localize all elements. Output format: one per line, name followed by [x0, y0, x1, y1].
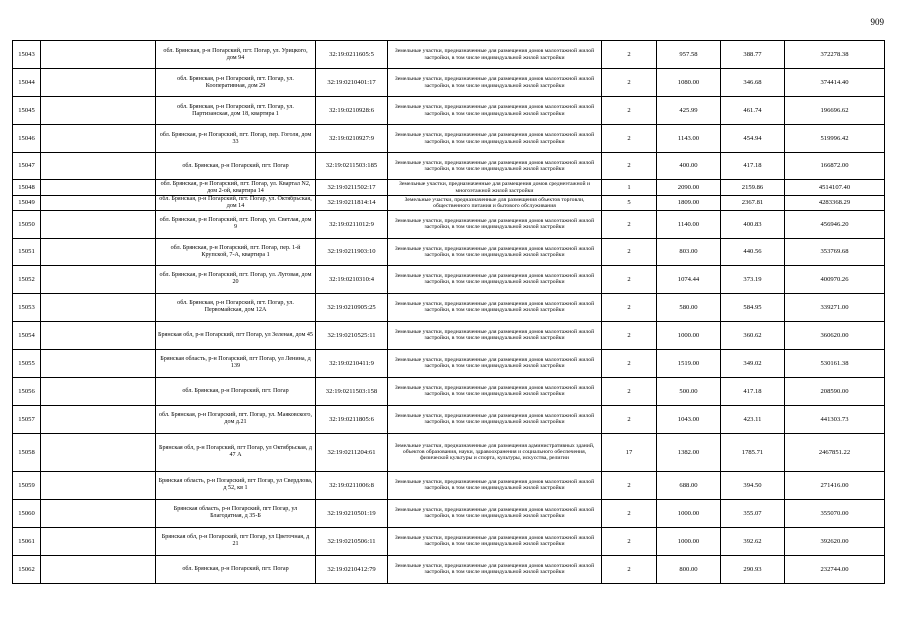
cadastral-number-cell: 32:19:0210905:25: [316, 293, 388, 321]
area-cell: 957.58: [657, 41, 721, 69]
use-code-cell: 5: [602, 196, 657, 211]
area-cell: 400.00: [657, 153, 721, 180]
cadastral-value-cell: 353769.68: [785, 238, 885, 265]
table-row: [13, 69, 885, 97]
cadastral-number-cell: 32:19:0210401:17: [316, 69, 388, 97]
land-use-cell: Земельные участки, предназначенные для размещения домов малоэтажной жилой застройки, в том числе индивидуальной жилой застройки: [388, 377, 602, 405]
area-cell: 1382.00: [657, 433, 721, 471]
use-code-cell: 2: [602, 125, 657, 153]
blank-cell: [41, 527, 156, 555]
blank-cell: [41, 69, 156, 97]
cadastral-number-cell: 32:19:0210525:11: [316, 321, 388, 349]
cadastral-value-cell: 519996.42: [785, 125, 885, 153]
cadastral-number-cell: 32:19:0210501:19: [316, 499, 388, 527]
blank-cell: [41, 180, 156, 196]
specific-value-cell: 417.18: [721, 153, 785, 180]
cadastral-value-cell: 196696.62: [785, 97, 885, 125]
use-code-cell: 2: [602, 69, 657, 97]
specific-value-cell: 346.68: [721, 69, 785, 97]
land-use-cell: Земельные участки, предназначенные для размещения домов малоэтажной жилой застройки, в том числе индивидуальной жилой застройки: [388, 293, 602, 321]
land-use-cell: Земельные участки, предназначенные для размещения домов малоэтажной жилой застройки, в том числе индивидуальной жилой застройки: [388, 527, 602, 555]
row-number: 15053: [13, 293, 41, 321]
use-code-cell: 2: [602, 265, 657, 293]
address-cell: обл. Брянская, р-н Погарский, пгт. Погар, ул. Луговая, дом 20: [156, 265, 316, 293]
use-code-cell: 2: [602, 527, 657, 555]
area-cell: 688.00: [657, 471, 721, 499]
land-use-cell: Земельные участки, предназначенные для размещения домов малоэтажной жилой застройки, в том числе индивидуальной жилой застройки: [388, 405, 602, 433]
specific-value-cell: 584.95: [721, 293, 785, 321]
blank-cell: [41, 125, 156, 153]
cadastral-number-cell: 32:19:0210411:9: [316, 349, 388, 377]
address-cell: обл. Брянская, р-н Погарский, пгт. Погар, пер. Гоголя, дом 33: [156, 125, 316, 153]
row-number: 15054: [13, 321, 41, 349]
address-cell: обл. Брянская, р-н Погарский, пгт. Погар, пер. 1-й Крупской, 7-А, квартира 1: [156, 238, 316, 265]
cadastral-value-cell: 374414.40: [785, 69, 885, 97]
table-row: [13, 210, 885, 238]
cadastral-value-cell: 2467851.22: [785, 433, 885, 471]
area-cell: 1809.00: [657, 196, 721, 211]
table-body: [13, 41, 885, 584]
cadastral-value-cell: 4514107.40: [785, 180, 885, 196]
page-number: 909: [870, 17, 884, 27]
area-cell: 1074.44: [657, 265, 721, 293]
table-row: [13, 321, 885, 349]
blank-cell: [41, 210, 156, 238]
table-row: [13, 433, 885, 471]
cadastral-number-cell: 32:19:0210412:79: [316, 555, 388, 583]
use-code-cell: 2: [602, 238, 657, 265]
table-row: [13, 471, 885, 499]
address-cell: обл. Брянская, р-н Погарский, пгт. Погар, ул. Октябрьская, дом 14: [156, 196, 316, 211]
area-cell: 800.00: [657, 555, 721, 583]
row-number: 15045: [13, 97, 41, 125]
blank-cell: [41, 499, 156, 527]
cadastral-value-cell: 456946.20: [785, 210, 885, 238]
row-number: 15052: [13, 265, 41, 293]
area-cell: 803.00: [657, 238, 721, 265]
cadastral-number-cell: 32:19:0211805:6: [316, 405, 388, 433]
use-code-cell: 2: [602, 349, 657, 377]
row-number: 15061: [13, 527, 41, 555]
cadastral-number-cell: 32:19:0211502:17: [316, 180, 388, 196]
land-use-cell: Земельные участки, предназначенные для размещения административных зданий, объектов образования, науки, здравоохранения и социального обеспечения, физической культуры и спорта, культуры, искусства, религии: [388, 433, 602, 471]
table-row: [13, 293, 885, 321]
use-code-cell: 2: [602, 97, 657, 125]
table-row: [13, 265, 885, 293]
specific-value-cell: 394.50: [721, 471, 785, 499]
cadastral-value-cell: 166872.00: [785, 153, 885, 180]
cadastral-value-cell: 400970.26: [785, 265, 885, 293]
address-cell: обл. Брянская, р-н Погарский, пгт. Погар, ул. Квартал N2, дом 2-ой, квартира 14: [156, 180, 316, 196]
row-number: 15055: [13, 349, 41, 377]
cadastral-value-table: [12, 40, 885, 584]
land-use-cell: Земельные участки, предназначенные для размещения домов малоэтажной жилой застройки, в том числе индивидуальной жилой застройки: [388, 321, 602, 349]
address-cell: обл. Брянская, р-н Погарский, пгт. Погар: [156, 555, 316, 583]
area-cell: 2090.00: [657, 180, 721, 196]
blank-cell: [41, 555, 156, 583]
area-cell: 1519.00: [657, 349, 721, 377]
blank-cell: [41, 293, 156, 321]
cadastral-value-cell: 441303.73: [785, 405, 885, 433]
blank-cell: [41, 377, 156, 405]
cadastral-value-cell: 392620.00: [785, 527, 885, 555]
area-cell: 1000.00: [657, 321, 721, 349]
row-number: 15048: [13, 180, 41, 196]
blank-cell: [41, 405, 156, 433]
cadastral-value-cell: 271416.00: [785, 471, 885, 499]
address-cell: обл. Брянская, р-н Погарский, пгт. Погар: [156, 153, 316, 180]
table-row: [13, 180, 885, 196]
use-code-cell: 2: [602, 405, 657, 433]
blank-cell: [41, 196, 156, 211]
cadastral-number-cell: 32:19:0211814:14: [316, 196, 388, 211]
use-code-cell: 2: [602, 210, 657, 238]
specific-value-cell: 392.62: [721, 527, 785, 555]
table-row: [13, 97, 885, 125]
specific-value-cell: 461.74: [721, 97, 785, 125]
area-cell: 1080.00: [657, 69, 721, 97]
table-row: [13, 405, 885, 433]
area-cell: 580.00: [657, 293, 721, 321]
row-number: 15058: [13, 433, 41, 471]
blank-cell: [41, 471, 156, 499]
table-row: [13, 377, 885, 405]
row-number: 15046: [13, 125, 41, 153]
area-cell: 500.00: [657, 377, 721, 405]
land-use-cell: Земельные участки, предназначенные для размещения домов малоэтажной жилой застройки, в том числе индивидуальной жилой застройки: [388, 41, 602, 69]
cadastral-number-cell: 32:19:0211503:158: [316, 377, 388, 405]
land-use-cell: Земельные участки, предназначенные для размещения домов малоэтажной жилой застройки, в том числе индивидуальной жилой застройки: [388, 97, 602, 125]
use-code-cell: 2: [602, 471, 657, 499]
address-cell: Брянская область, р-н Погарский, пгт Погар, ул Ленина, д 139: [156, 349, 316, 377]
row-number: 15047: [13, 153, 41, 180]
table-row: [13, 41, 885, 69]
address-cell: Брянская обл, р-н Погарский, пгт Погар, ул Цветочная, д 21: [156, 527, 316, 555]
cadastral-value-cell: 355070.00: [785, 499, 885, 527]
specific-value-cell: 454.94: [721, 125, 785, 153]
blank-cell: [41, 153, 156, 180]
use-code-cell: 2: [602, 377, 657, 405]
blank-cell: [41, 265, 156, 293]
land-use-cell: Земельные участки, предназначенные для размещения домов малоэтажной жилой застройки, в том числе индивидуальной жилой застройки: [388, 349, 602, 377]
area-cell: 1000.00: [657, 527, 721, 555]
cadastral-number-cell: 32:19:0210506:11: [316, 527, 388, 555]
cadastral-number-cell: 32:19:0211012:9: [316, 210, 388, 238]
table-row: [13, 153, 885, 180]
cadastral-value-cell: 339271.00: [785, 293, 885, 321]
row-number: 15056: [13, 377, 41, 405]
land-use-cell: Земельные участки, предназначенные для размещения домов малоэтажной жилой застройки, в том числе индивидуальной жилой застройки: [388, 555, 602, 583]
blank-cell: [41, 349, 156, 377]
table-row: [13, 499, 885, 527]
specific-value-cell: 373.19: [721, 265, 785, 293]
address-cell: Брянская область, р-н Погарский, пгт Погар, ул Свердлова, д 52, кв 1: [156, 471, 316, 499]
specific-value-cell: 355.07: [721, 499, 785, 527]
cadastral-number-cell: 32:19:0210927:9: [316, 125, 388, 153]
specific-value-cell: 2159.86: [721, 180, 785, 196]
area-cell: 425.99: [657, 97, 721, 125]
table-row: [13, 349, 885, 377]
cadastral-number-cell: 32:19:0211605:5: [316, 41, 388, 69]
table-row: [13, 125, 885, 153]
land-use-cell: Земельные участки, предназначенные для размещения домов малоэтажной жилой застройки, в том числе индивидуальной жилой застройки: [388, 69, 602, 97]
area-cell: 1143.00: [657, 125, 721, 153]
land-use-cell: Земельные участки, предназначенные для размещения домов малоэтажной жилой застройки, в том числе индивидуальной жилой застройки: [388, 499, 602, 527]
address-cell: Брянская обл, р-н Погарский, пгт Погар, ул Октябрьская, д 47 А: [156, 433, 316, 471]
land-use-cell: Земельные участки, предназначенные для размещения домов малоэтажной жилой застройки, в том числе индивидуальной жилой застройки: [388, 238, 602, 265]
use-code-cell: 2: [602, 499, 657, 527]
specific-value-cell: 417.18: [721, 377, 785, 405]
cadastral-number-cell: 32:19:0210310:4: [316, 265, 388, 293]
land-use-cell: Земельные участки, предназначенные для размещения домов малоэтажной жилой застройки, в том числе индивидуальной жилой застройки: [388, 153, 602, 180]
address-cell: обл. Брянская, р-н Погарский, пгт. Погар, ул. Партизанская, дом 18, квартира 1: [156, 97, 316, 125]
specific-value-cell: 1785.71: [721, 433, 785, 471]
row-number: 15044: [13, 69, 41, 97]
land-use-cell: Земельные участки, предназначенные для размещения домов малоэтажной жилой застройки, в том числе индивидуальной жилой застройки: [388, 210, 602, 238]
use-code-cell: 2: [602, 293, 657, 321]
blank-cell: [41, 238, 156, 265]
land-use-cell: Земельные участки, предназначенные для размещения домов малоэтажной жилой застройки, в том числе индивидуальной жилой застройки: [388, 471, 602, 499]
specific-value-cell: 349.02: [721, 349, 785, 377]
specific-value-cell: 360.62: [721, 321, 785, 349]
use-code-cell: 2: [602, 153, 657, 180]
specific-value-cell: 400.83: [721, 210, 785, 238]
cadastral-number-cell: 32:19:0211204:61: [316, 433, 388, 471]
land-use-cell: Земельные участки, предназначенные для размещения домов малоэтажной жилой застройки, в том числе индивидуальной жилой застройки: [388, 125, 602, 153]
row-number: 15051: [13, 238, 41, 265]
blank-cell: [41, 41, 156, 69]
cadastral-value-cell: 530161.38: [785, 349, 885, 377]
cadastral-number-cell: 32:19:0211903:10: [316, 238, 388, 265]
row-number: 15060: [13, 499, 41, 527]
cadastral-value-cell: 4283368.29: [785, 196, 885, 211]
specific-value-cell: 423.11: [721, 405, 785, 433]
specific-value-cell: 388.77: [721, 41, 785, 69]
land-use-cell: Земельные участки, предназначенные для размещения объектов торговли, общественного питания и бытового обслуживания: [388, 196, 602, 211]
row-number: 15062: [13, 555, 41, 583]
blank-cell: [41, 433, 156, 471]
cadastral-value-cell: 208590.00: [785, 377, 885, 405]
address-cell: Брянская обл, р-н Погарский, пгт Погар, ул Зеленая, дом 45: [156, 321, 316, 349]
table-row: [13, 555, 885, 583]
cadastral-number-cell: 32:19:0210928:6: [316, 97, 388, 125]
use-code-cell: 2: [602, 555, 657, 583]
cadastral-value-cell: 372278.38: [785, 41, 885, 69]
row-number: 15057: [13, 405, 41, 433]
use-code-cell: 1: [602, 180, 657, 196]
area-cell: 1043.00: [657, 405, 721, 433]
table-row: [13, 196, 885, 211]
row-number: 15049: [13, 196, 41, 211]
specific-value-cell: 290.93: [721, 555, 785, 583]
cadastral-number-cell: 32:19:0211006:8: [316, 471, 388, 499]
blank-cell: [41, 97, 156, 125]
table-row: [13, 527, 885, 555]
row-number: 15050: [13, 210, 41, 238]
specific-value-cell: 440.56: [721, 238, 785, 265]
address-cell: обл. Брянская, р-н Погарский, пгт. Погар, ул. Светлая, дом 9: [156, 210, 316, 238]
row-number: 15059: [13, 471, 41, 499]
use-code-cell: 17: [602, 433, 657, 471]
address-cell: обл. Брянская, р-н Погарский, пгт. Погар, ул. Урицкого, дом 94: [156, 41, 316, 69]
land-use-cell: Земельные участки, предназначенные для размещения домов среднеэтажной и многоэтажной жилой застройки: [388, 180, 602, 196]
area-cell: 1000.00: [657, 499, 721, 527]
address-cell: обл. Брянская, р-н Погарский, пгт. Погар: [156, 377, 316, 405]
blank-cell: [41, 321, 156, 349]
land-use-cell: Земельные участки, предназначенные для размещения домов малоэтажной жилой застройки, в том числе индивидуальной жилой застройки: [388, 265, 602, 293]
cadastral-number-cell: 32:19:0211503:185: [316, 153, 388, 180]
address-cell: обл. Брянская, р-н Погарский, пгт. Погар, ул. Маяковского, дом д.21: [156, 405, 316, 433]
cadastral-value-cell: 232744.00: [785, 555, 885, 583]
specific-value-cell: 2367.81: [721, 196, 785, 211]
row-number: 15043: [13, 41, 41, 69]
use-code-cell: 2: [602, 41, 657, 69]
use-code-cell: 2: [602, 321, 657, 349]
address-cell: обл. Брянская, р-н Погарский, пгт. Погар, ул. Первомайская, дом 12А: [156, 293, 316, 321]
cadastral-value-cell: 360620.00: [785, 321, 885, 349]
table-row: [13, 238, 885, 265]
address-cell: обл. Брянская, р-н Погарский, пгт. Погар, ул. Кооперативная, дом 29: [156, 69, 316, 97]
area-cell: 1140.00: [657, 210, 721, 238]
address-cell: Брянская область, р-н Погарский, пгт Погар, ул Благодатная, д 35-Б: [156, 499, 316, 527]
